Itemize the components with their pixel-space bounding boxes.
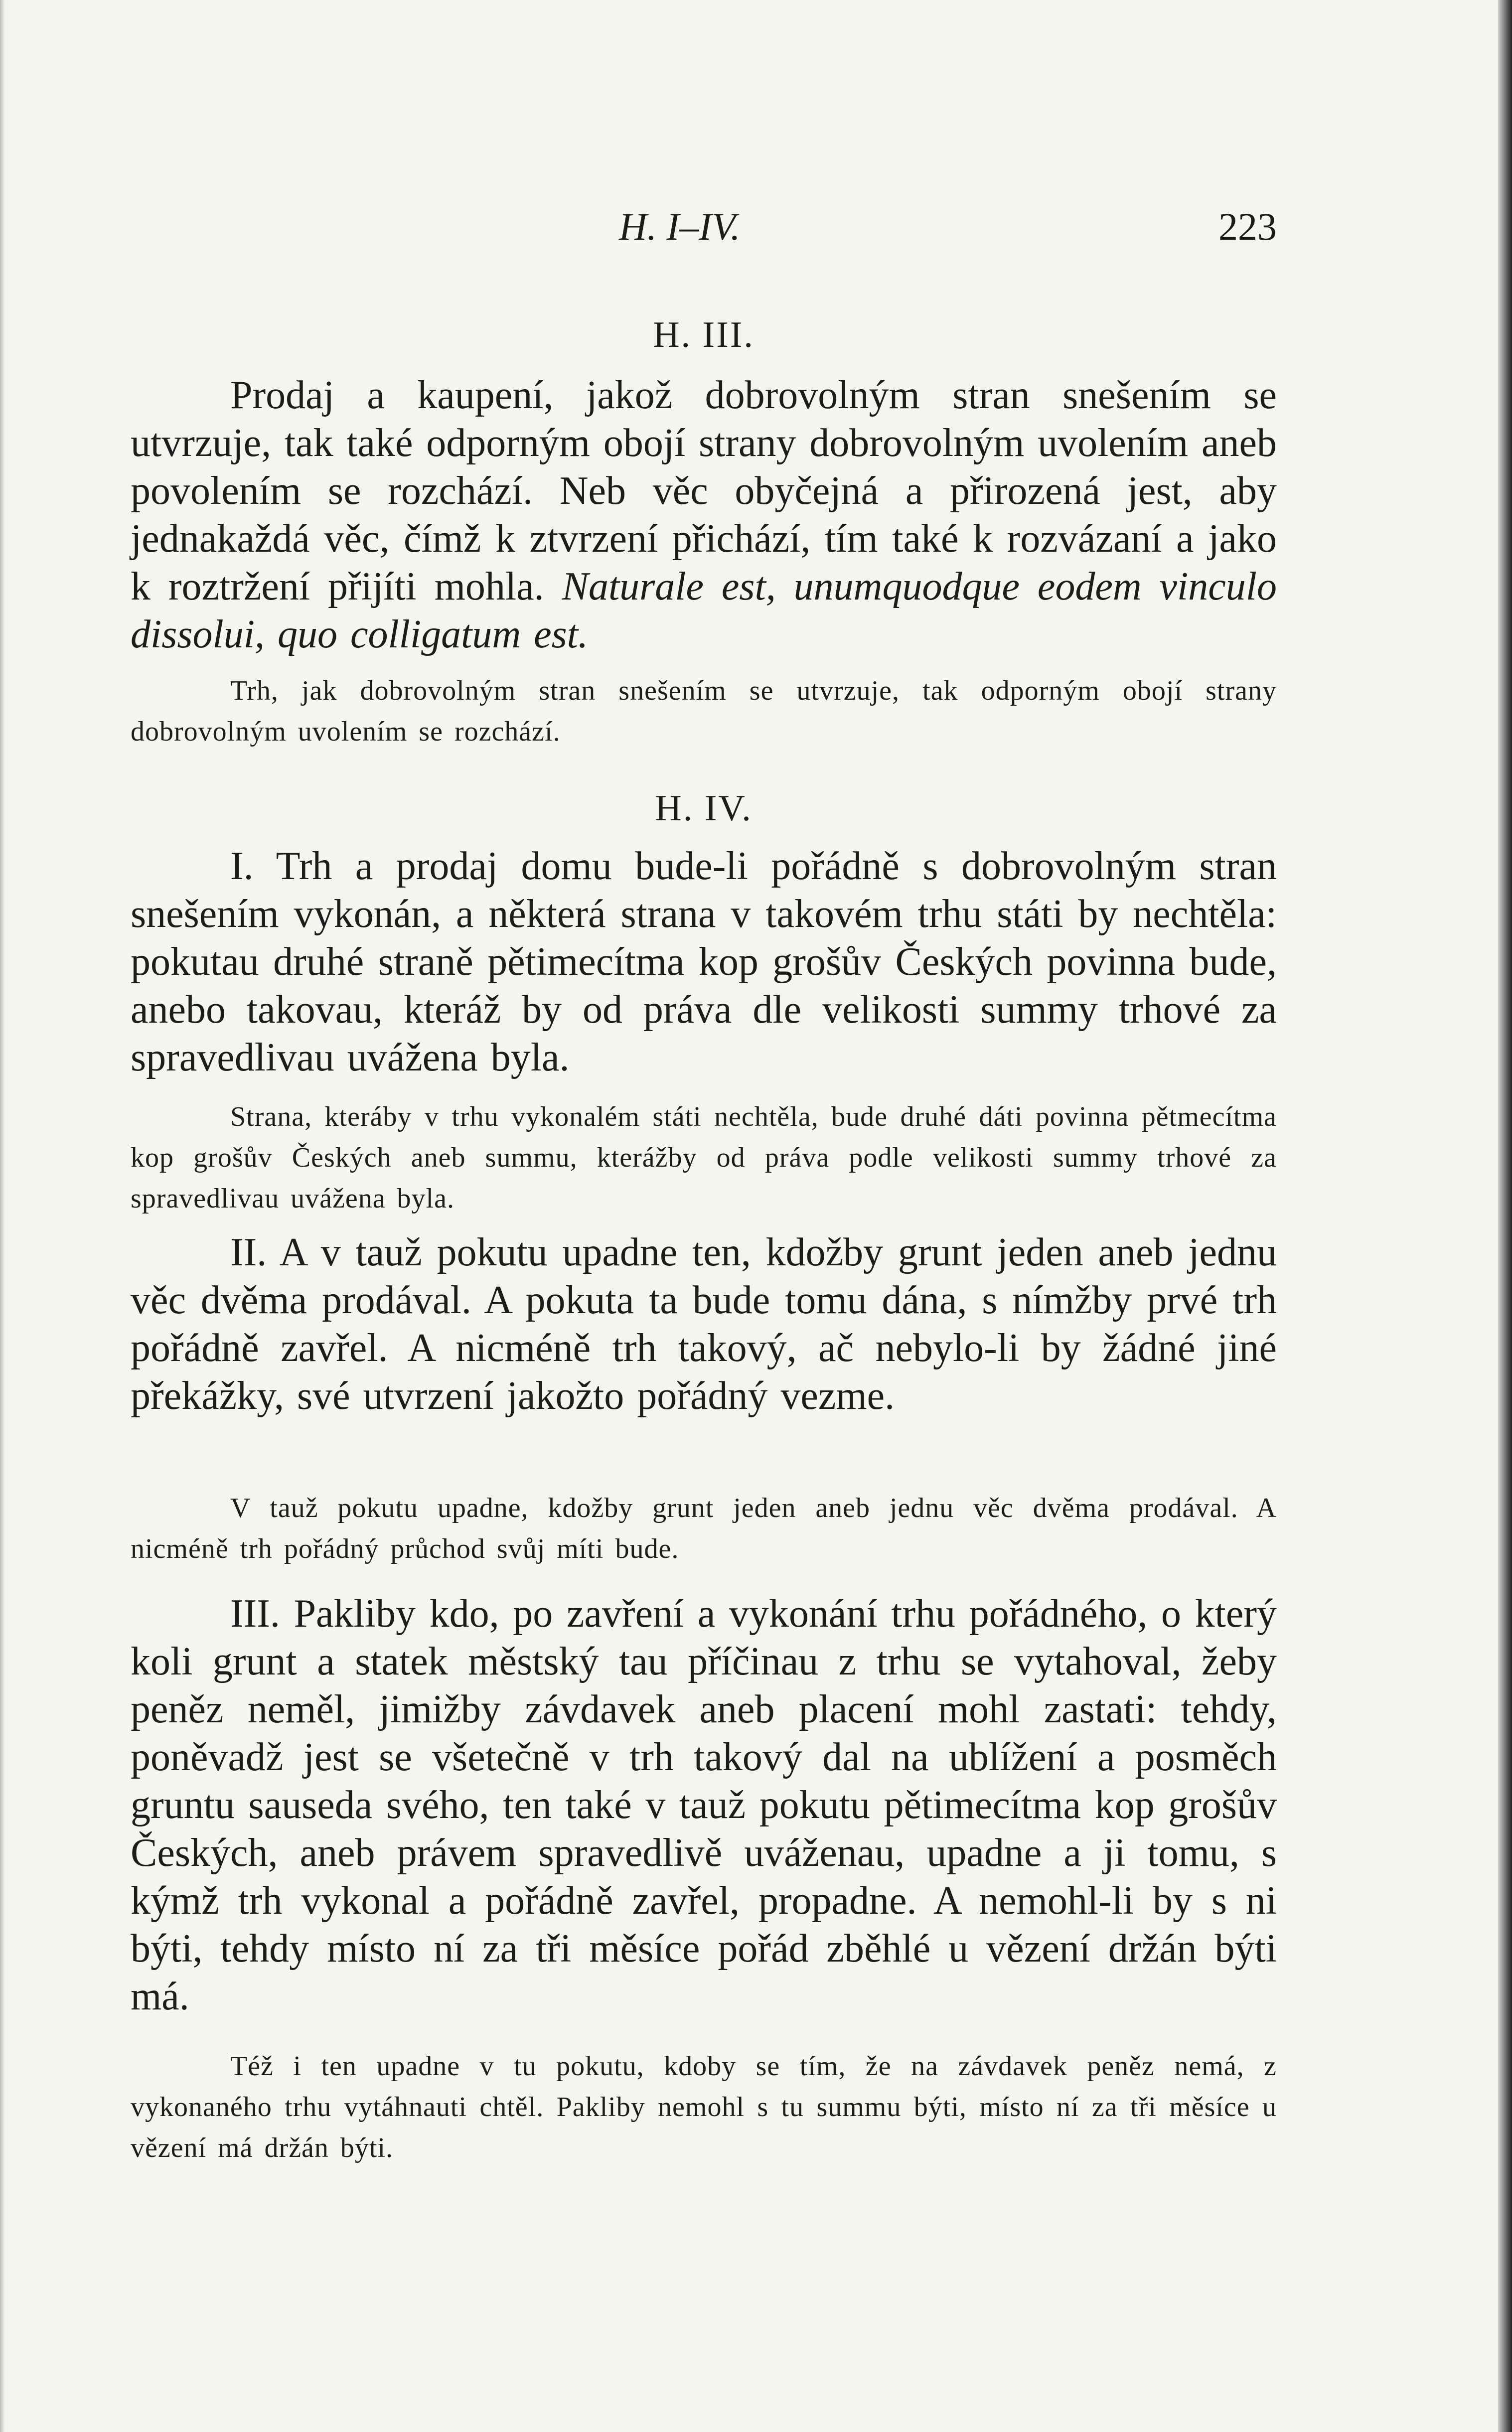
page-number: 223 xyxy=(1218,205,1277,248)
gloss-paragraph: Trh, jak dobrovolným stran snešením se utvrzuje, tak odporným obojí strany dobrovolným uvolením se rozchází. xyxy=(131,675,1277,747)
page-right-edge xyxy=(1498,0,1512,2432)
page-header xyxy=(131,199,1277,254)
article-3-gloss xyxy=(131,2046,1277,2168)
section-title-h3: H. III. xyxy=(653,314,755,355)
running-head: H. I–IV. xyxy=(619,205,741,248)
paragraph-text: Prodaj a kaupení, jakož dobrovolným stran snešením se utvrzuje, tak také odporným obojí strany dobrovolným uvolením aneb povolením se rozchází. Neb věc obyčejná a přirozená jest, aby jednakaždá věc, čímž k ztvrzení přichází, tím také k rozvázaní a jako k roztržení přijíti mohla. xyxy=(131,373,1277,608)
latin-quote: Naturale est, unumquodque eodem vinculo dissolui, quo colligatum est. xyxy=(131,565,1277,656)
article-text: I. Trh a prodaj domu bude-li pořádně s dobrovolným stran snešením vykonán, a některá strana v takovém trhu státi by nechtěla: pokutau druhé straně pětimecítma kop grošův Českých povinna bude, anebo takovau, kteráž by od práva dle velikosti summy trhové za spravedlivau uvážena byla. xyxy=(131,844,1277,1079)
section-title-h4: H. IV. xyxy=(655,788,753,829)
page-left-edge xyxy=(0,0,5,2432)
article-2 xyxy=(131,1228,1277,1420)
gloss-paragraph: V tauž pokutu upadne, kdožby grunt jeden aneb jednu věc dvěma prodával. A nicméně trh pořádný průchod svůj míti bude. xyxy=(131,1493,1277,1564)
article-1 xyxy=(131,842,1277,1081)
article-3 xyxy=(131,1590,1277,2020)
paragraph xyxy=(131,371,1277,658)
article-2-gloss xyxy=(131,1488,1277,1569)
article-1-gloss xyxy=(131,1096,1277,1219)
section-h3-gloss xyxy=(131,670,1277,752)
gloss-paragraph: Strana, kteráby v trhu vykonalém státi nechtěla, bude druhé dáti povinna pětmecítma kop grošův Českých aneb summu, kterážby od práva podle velikosti summy trhové za spravedlivau uvážena byla. xyxy=(131,1101,1277,1214)
article-text: II. A v tauž pokutu upadne ten, kdožby grunt jeden aneb jednu věc dvěma prodával. A pokuta ta bude tomu dána, s nímžby prvé trh pořádně zavřel. A nicméně trh takový, ač nebylo-li by žádné jiné překážky, své utvrzení jakožto pořádný vezme. xyxy=(131,1230,1277,1418)
section-h3-paragraph xyxy=(131,371,1277,658)
article-text: III. Pakliby kdo, po zavření a vykonání trhu pořádného, o který koli grunt a statek městský tau příčinau z trhu se vytahoval, žeby peněz neměl, jimižby závdavek aneb placení mohl zastati: tehdy, poněvadž jest se všetečně v trh takový dal na ublížení a posměch gruntu sauseda svého, ten také v tauž pokutu pětimecítma kop grošův Českých, aneb právem spravedlivě uváženau, upadne a ji tomu, s kýmž trh vykonal a pořádně zavřel, propadne. A nemohl-li by s ni býti, tehdy místo ní za tři měsíce pořád zběhlé u vězení držán býti má. xyxy=(131,1592,1277,2018)
gloss-paragraph: Též i ten upadne v tu pokutu, kdoby se tím, že na závdavek peněz nemá, z vykonaného trhu vytáhnauti chtěl. Pakliby nemohl s tu summu býti, místo ní za tři měsíce u vězení má držán býti. xyxy=(131,2051,1277,2163)
